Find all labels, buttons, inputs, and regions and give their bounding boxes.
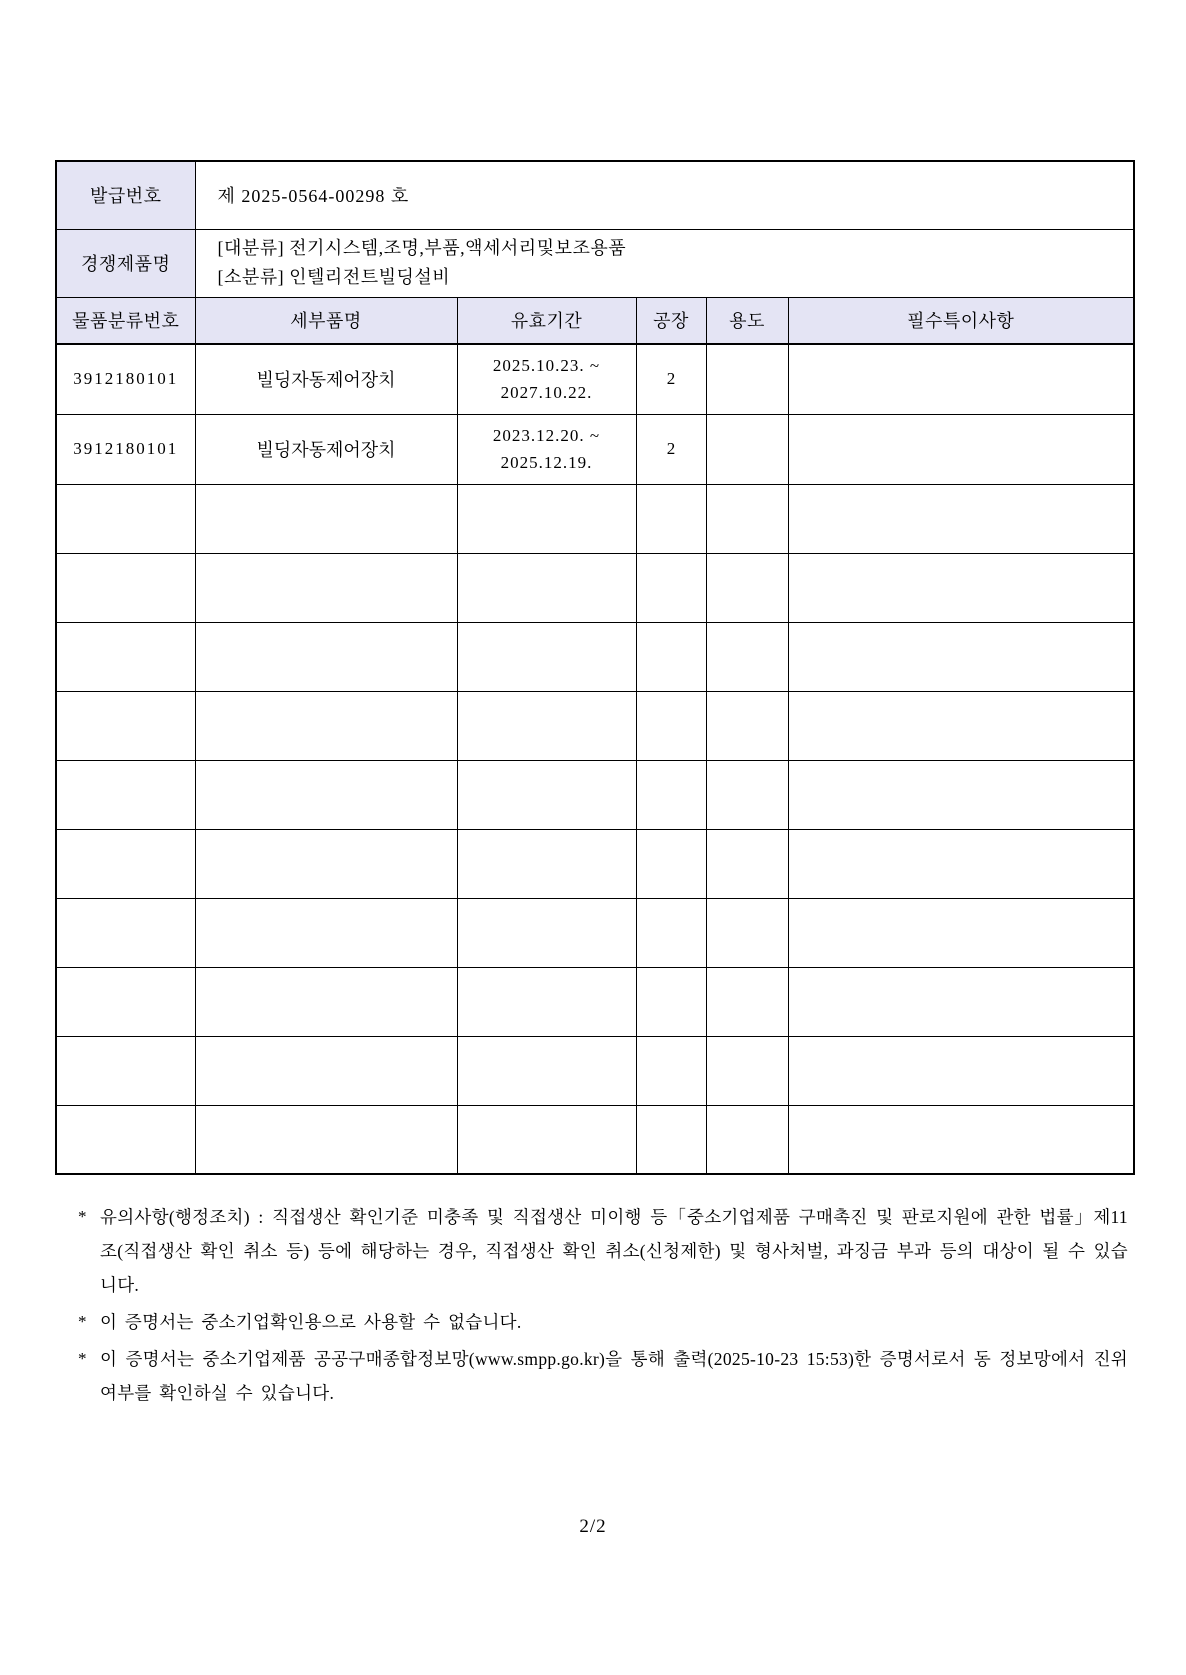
empty-cell [56, 898, 195, 967]
note-item [78, 1305, 1128, 1339]
empty-cell [706, 1105, 788, 1174]
note-bullet: * [78, 1312, 87, 1331]
period-from: 2025.10.23. ~ [492, 356, 601, 376]
empty-cell [636, 898, 706, 967]
competing-product-label: 경쟁제품명 [56, 229, 195, 297]
empty-cell [636, 1105, 706, 1174]
col-header-item-name: 세부품명 [195, 297, 457, 344]
empty-cell [195, 1105, 457, 1174]
issue-number-row [56, 161, 1134, 229]
empty-cell [56, 484, 195, 553]
empty-cell [56, 622, 195, 691]
empty-cell [195, 622, 457, 691]
item-name: 빌딩자동제어장치 [195, 344, 457, 414]
validity-period [457, 344, 636, 414]
issue-number-value: 제 2025-0564-00298 호 [195, 161, 1134, 229]
empty-cell [788, 484, 1134, 553]
empty-cell [636, 484, 706, 553]
empty-cell [636, 691, 706, 760]
factory-count: 2 [636, 414, 706, 484]
empty-cell [457, 1105, 636, 1174]
empty-cell [56, 1105, 195, 1174]
empty-cell [56, 967, 195, 1036]
empty-table-row [56, 760, 1134, 829]
col-header-usage: 용도 [706, 297, 788, 344]
empty-table-row [56, 1036, 1134, 1105]
empty-cell [788, 760, 1134, 829]
note-item [78, 1342, 1128, 1410]
empty-cell [788, 898, 1134, 967]
competing-product-value [195, 229, 1134, 297]
empty-cell [636, 553, 706, 622]
empty-cell [457, 1036, 636, 1105]
period-from: 2023.12.20. ~ [492, 426, 601, 445]
table-row [56, 344, 1134, 414]
empty-cell [706, 691, 788, 760]
empty-cell [56, 760, 195, 829]
empty-table-row [56, 622, 1134, 691]
period-to: 2025.12.19. [500, 453, 593, 472]
usage-value [706, 344, 788, 414]
empty-cell [195, 1036, 457, 1105]
empty-cell [636, 760, 706, 829]
empty-cell [788, 1105, 1134, 1174]
empty-cell [636, 967, 706, 1036]
item-name: 빌딩자동제어장치 [195, 414, 457, 484]
empty-cell [788, 829, 1134, 898]
empty-cell [56, 553, 195, 622]
empty-cell [636, 1036, 706, 1105]
empty-cell [788, 622, 1134, 691]
empty-table-row [56, 553, 1134, 622]
col-header-factory: 공장 [636, 297, 706, 344]
empty-table-row [56, 1105, 1134, 1174]
minor-category-text: [소분류] 인텔리전트빌딩설비 [217, 267, 451, 287]
empty-cell [195, 553, 457, 622]
col-header-special-notes: 필수특이사항 [788, 297, 1134, 344]
footer-notes [78, 1200, 1128, 1413]
empty-table-row [56, 484, 1134, 553]
validity-period [457, 414, 636, 484]
empty-cell [706, 898, 788, 967]
empty-cell [457, 484, 636, 553]
empty-cell [636, 829, 706, 898]
empty-cell [706, 967, 788, 1036]
note-bullet: * [78, 1207, 87, 1226]
empty-cell [788, 1036, 1134, 1105]
empty-cell [195, 691, 457, 760]
empty-table-row [56, 691, 1134, 760]
note-bullet: * [78, 1349, 87, 1368]
factory-count: 2 [636, 344, 706, 414]
empty-cell [457, 691, 636, 760]
empty-cell [706, 829, 788, 898]
table-body [56, 161, 1134, 1174]
empty-cell [457, 967, 636, 1036]
empty-cell [457, 898, 636, 967]
empty-cell [457, 829, 636, 898]
empty-cell [706, 622, 788, 691]
empty-cell [636, 622, 706, 691]
usage-value [706, 414, 788, 484]
empty-cell [788, 967, 1134, 1036]
empty-cell [457, 553, 636, 622]
empty-cell [706, 553, 788, 622]
empty-table-row [56, 967, 1134, 1036]
note-text-caution: 유의사항(행정조치) : 직접생산 확인기준 미충족 및 직접생산 미이행 등「중소기업제품 구매촉진 및 판로지원에 관한 법률」제11조(직접생산 확인 취소 등) 등에 해당하는 경우, 직접생산 확인 취소(신청제한) 및 형사처벌, 과징금 부과 등의 대상이 될 수 있습니다. [100, 1207, 1128, 1295]
col-header-item-code: 물품분류번호 [56, 297, 195, 344]
page-number: 2/2 [579, 1516, 607, 1537]
special-notes-value [788, 344, 1134, 414]
note-item [78, 1200, 1128, 1302]
empty-cell [56, 691, 195, 760]
empty-cell [457, 760, 636, 829]
empty-cell [56, 1036, 195, 1105]
note-text-verification: 이 증명서는 중소기업제품 공공구매종합정보망(www.smpp.go.kr)을 통해 출력(2025-10-23 15:53)한 증명서로서 동 정보망에서 진위여부를 확인하실 수 있습니다. [100, 1349, 1128, 1403]
item-code: 3912180101 [56, 344, 195, 414]
major-category-text: [대분류] 전기시스템,조명,부품,액세서리및보조용품 [217, 238, 627, 258]
certification-table [55, 160, 1135, 1175]
empty-cell [195, 829, 457, 898]
empty-table-row [56, 898, 1134, 967]
period-to: 2027.10.22. [500, 383, 593, 403]
empty-cell [56, 829, 195, 898]
empty-table-row [56, 829, 1134, 898]
empty-cell [706, 484, 788, 553]
empty-cell [195, 760, 457, 829]
column-header-row [56, 297, 1134, 344]
special-notes-value [788, 414, 1134, 484]
empty-cell [788, 691, 1134, 760]
note-text-not-for-sme-confirmation: 이 증명서는 중소기업확인용으로 사용할 수 없습니다. [100, 1312, 522, 1332]
empty-cell [195, 484, 457, 553]
empty-cell [195, 967, 457, 1036]
empty-cell [706, 760, 788, 829]
item-code: 3912180101 [56, 414, 195, 484]
empty-cell [195, 898, 457, 967]
issue-number-label: 발급번호 [56, 161, 195, 229]
empty-cell [706, 1036, 788, 1105]
col-header-validity: 유효기간 [457, 297, 636, 344]
empty-cell [457, 622, 636, 691]
competing-product-row [56, 229, 1134, 297]
empty-cell [788, 553, 1134, 622]
table-row [56, 414, 1134, 484]
